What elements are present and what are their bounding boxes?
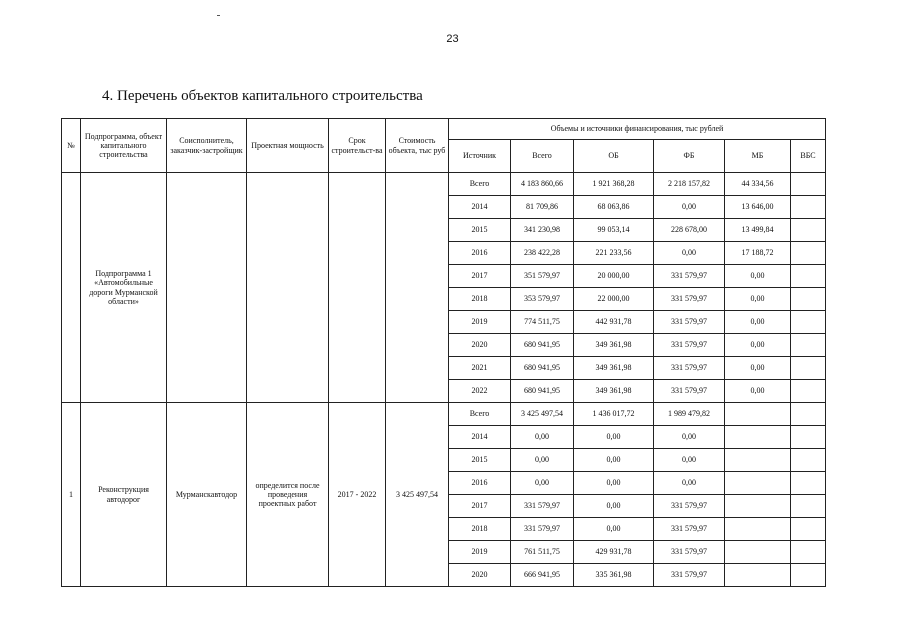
ob-cell: 349 361,98 xyxy=(574,357,654,380)
vbs-cell xyxy=(791,311,826,334)
fb-cell: 2 218 157,82 xyxy=(654,173,725,196)
group-name-cell: Реконструкция автодорог xyxy=(81,403,167,587)
vbs-cell xyxy=(791,495,826,518)
table-row xyxy=(62,403,826,426)
group-executor-cell: Мурманскавтодор xyxy=(167,403,247,587)
source-cell: 2016 xyxy=(449,472,511,495)
total-cell: 666 941,95 xyxy=(511,564,574,587)
group-capacity-cell xyxy=(247,173,329,403)
source-cell: 2018 xyxy=(449,518,511,541)
header-funding-group: Объемы и источники финансирования, тыс рублей xyxy=(449,119,826,140)
source-cell: 2017 xyxy=(449,495,511,518)
total-cell: 351 579,97 xyxy=(511,265,574,288)
ob-cell: 0,00 xyxy=(574,449,654,472)
ob-cell: 349 361,98 xyxy=(574,380,654,403)
fb-cell: 331 579,97 xyxy=(654,265,725,288)
total-cell: 0,00 xyxy=(511,449,574,472)
fb-cell: 331 579,97 xyxy=(654,311,725,334)
mb-cell xyxy=(725,495,791,518)
total-cell: 238 422,28 xyxy=(511,242,574,265)
mb-cell: 0,00 xyxy=(725,357,791,380)
group-num-cell xyxy=(62,173,81,403)
fb-cell: 0,00 xyxy=(654,449,725,472)
mb-cell: 17 188,72 xyxy=(725,242,791,265)
fb-cell: 331 579,97 xyxy=(654,380,725,403)
vbs-cell xyxy=(791,196,826,219)
vbs-cell xyxy=(791,472,826,495)
source-cell: 2019 xyxy=(449,541,511,564)
ob-cell: 429 931,78 xyxy=(574,541,654,564)
fb-cell: 331 579,97 xyxy=(654,518,725,541)
mb-cell xyxy=(725,564,791,587)
header-subprogram: Подпрограмма, объект капитального строительства xyxy=(81,119,167,173)
ob-cell: 335 361,98 xyxy=(574,564,654,587)
ob-cell: 221 233,56 xyxy=(574,242,654,265)
source-cell: 2019 xyxy=(449,311,511,334)
source-cell: Всего xyxy=(449,173,511,196)
group-term-cell xyxy=(329,173,386,403)
mb-cell: 0,00 xyxy=(725,334,791,357)
ob-cell: 0,00 xyxy=(574,518,654,541)
vbs-cell xyxy=(791,449,826,472)
mb-cell: 44 334,56 xyxy=(725,173,791,196)
section-title: 4. Перечень объектов капитального строительства xyxy=(102,88,423,104)
scan-mark xyxy=(217,15,220,16)
mb-cell: 0,00 xyxy=(725,380,791,403)
vbs-cell xyxy=(791,265,826,288)
header-capacity: Проектная мощность xyxy=(247,119,329,173)
vbs-cell xyxy=(791,242,826,265)
fb-cell: 331 579,97 xyxy=(654,541,725,564)
vbs-cell xyxy=(791,426,826,449)
header-vbs: ВБС xyxy=(791,140,826,173)
fb-cell: 331 579,97 xyxy=(654,564,725,587)
mb-cell xyxy=(725,472,791,495)
vbs-cell xyxy=(791,380,826,403)
vbs-cell xyxy=(791,357,826,380)
ob-cell: 99 053,14 xyxy=(574,219,654,242)
fb-cell: 331 579,97 xyxy=(654,495,725,518)
ob-cell: 1 436 017,72 xyxy=(574,403,654,426)
source-cell: 2015 xyxy=(449,449,511,472)
total-cell: 0,00 xyxy=(511,426,574,449)
source-cell: 2016 xyxy=(449,242,511,265)
header-num: № xyxy=(62,119,81,173)
group-term-cell: 2017 - 2022 xyxy=(329,403,386,587)
fb-cell: 331 579,97 xyxy=(654,334,725,357)
total-cell: 331 579,97 xyxy=(511,495,574,518)
source-cell: Всего xyxy=(449,403,511,426)
vbs-cell xyxy=(791,288,826,311)
total-cell: 761 511,75 xyxy=(511,541,574,564)
ob-cell: 20 000,00 xyxy=(574,265,654,288)
mb-cell: 13 499,84 xyxy=(725,219,791,242)
capital-construction-table xyxy=(61,118,826,587)
mb-cell xyxy=(725,541,791,564)
total-cell: 341 230,98 xyxy=(511,219,574,242)
mb-cell: 0,00 xyxy=(725,311,791,334)
mb-cell: 0,00 xyxy=(725,288,791,311)
page-number: 23 xyxy=(446,33,459,45)
ob-cell: 0,00 xyxy=(574,472,654,495)
fb-cell: 1 989 479,82 xyxy=(654,403,725,426)
table-row xyxy=(62,173,826,196)
ob-cell: 442 931,78 xyxy=(574,311,654,334)
vbs-cell xyxy=(791,334,826,357)
ob-cell: 349 361,98 xyxy=(574,334,654,357)
ob-cell: 1 921 368,28 xyxy=(574,173,654,196)
total-cell: 680 941,95 xyxy=(511,357,574,380)
vbs-cell xyxy=(791,403,826,426)
mb-cell: 13 646,00 xyxy=(725,196,791,219)
vbs-cell xyxy=(791,564,826,587)
total-cell: 353 579,97 xyxy=(511,288,574,311)
source-cell: 2020 xyxy=(449,564,511,587)
source-cell: 2021 xyxy=(449,357,511,380)
ob-cell: 0,00 xyxy=(574,495,654,518)
total-cell: 680 941,95 xyxy=(511,334,574,357)
header-cost: Стоимость объекта, тыс руб xyxy=(386,119,449,173)
ob-cell: 0,00 xyxy=(574,426,654,449)
source-cell: 2018 xyxy=(449,288,511,311)
fb-cell: 331 579,97 xyxy=(654,357,725,380)
header-term: Срок строительст-ва xyxy=(329,119,386,173)
header-source: Источник xyxy=(449,140,511,173)
mb-cell xyxy=(725,449,791,472)
fb-cell: 0,00 xyxy=(654,426,725,449)
fb-cell: 0,00 xyxy=(654,242,725,265)
vbs-cell xyxy=(791,173,826,196)
total-cell: 81 709,86 xyxy=(511,196,574,219)
total-cell: 774 511,75 xyxy=(511,311,574,334)
total-cell: 331 579,97 xyxy=(511,518,574,541)
source-cell: 2014 xyxy=(449,196,511,219)
source-cell: 2020 xyxy=(449,334,511,357)
header-executor: Соисполнитель, заказчик-застройщик xyxy=(167,119,247,173)
mb-cell: 0,00 xyxy=(725,265,791,288)
total-cell: 3 425 497,54 xyxy=(511,403,574,426)
mb-cell xyxy=(725,403,791,426)
header-mb: МБ xyxy=(725,140,791,173)
fb-cell: 331 579,97 xyxy=(654,288,725,311)
group-executor-cell xyxy=(167,173,247,403)
fb-cell: 0,00 xyxy=(654,472,725,495)
fb-cell: 0,00 xyxy=(654,196,725,219)
total-cell: 0,00 xyxy=(511,472,574,495)
source-cell: 2022 xyxy=(449,380,511,403)
group-cost-cell: 3 425 497,54 xyxy=(386,403,449,587)
fb-cell: 228 678,00 xyxy=(654,219,725,242)
mb-cell xyxy=(725,426,791,449)
total-cell: 4 183 860,66 xyxy=(511,173,574,196)
ob-cell: 68 063,86 xyxy=(574,196,654,219)
header-total: Всего xyxy=(511,140,574,173)
mb-cell xyxy=(725,518,791,541)
source-cell: 2015 xyxy=(449,219,511,242)
table-body xyxy=(62,173,826,587)
total-cell: 680 941,95 xyxy=(511,380,574,403)
header-fb: ФБ xyxy=(654,140,725,173)
source-cell: 2017 xyxy=(449,265,511,288)
vbs-cell xyxy=(791,518,826,541)
group-num-cell: 1 xyxy=(62,403,81,587)
vbs-cell xyxy=(791,219,826,242)
vbs-cell xyxy=(791,541,826,564)
source-cell: 2014 xyxy=(449,426,511,449)
group-name-cell: Подпрограмма 1 «Автомобильные дороги Мурманской области» xyxy=(81,173,167,403)
group-cost-cell xyxy=(386,173,449,403)
group-capacity-cell: определится после проведения проектных работ xyxy=(247,403,329,587)
header-ob: ОБ xyxy=(574,140,654,173)
ob-cell: 22 000,00 xyxy=(574,288,654,311)
